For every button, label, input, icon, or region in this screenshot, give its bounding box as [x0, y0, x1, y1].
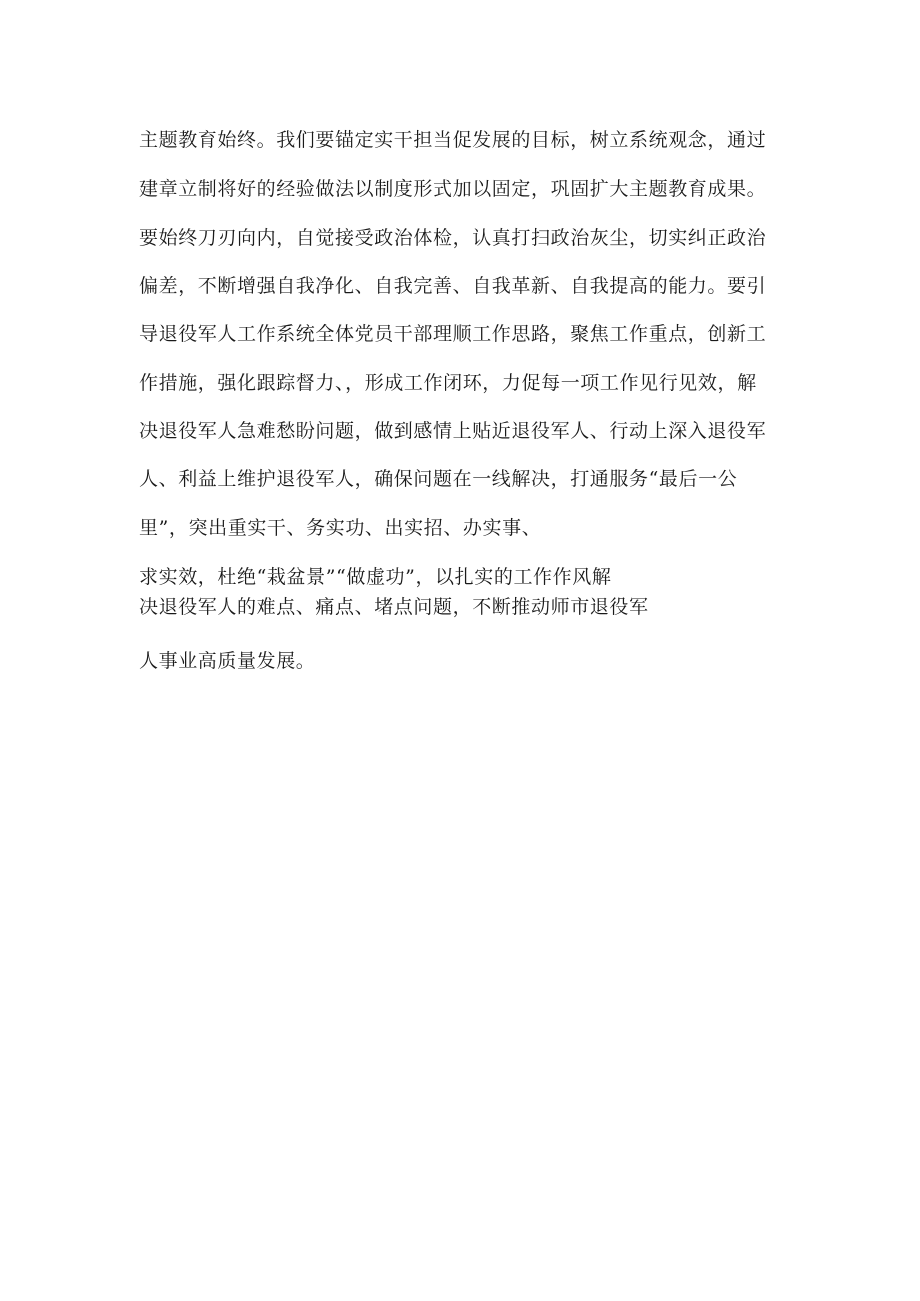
paragraph-line: 里”，突出重实干、务实功、出实招、办实事、 [139, 517, 542, 539]
paragraph-line: 建章立制将好的经验做法以制度形式加以固定，巩固扩大主题教育成果。 [139, 178, 767, 200]
paragraph-line: 主题教育始终。我们要锚定实干担当促发展的目标，树立系统观念，通过 [139, 129, 767, 151]
paragraph-line: 决退役军人的难点、痛点、堵点问题，不断推动师市退役军 [139, 596, 649, 618]
paragraph-line: 偏差，不断增强自我净化、自我完善、自我革新、自我提高的能力。要引 [139, 275, 767, 297]
paragraph-line: 决退役军人急难愁盼问题，做到感情上贴近退役军人、行动上深入退役军 [139, 420, 767, 442]
paragraph-line: 求实效，杜绝“栽盆景”“做虚功”，以扎实的工作作风解 [139, 566, 612, 588]
paragraph-line: 要始终刀刃向内，自觉接受政治体检，认真打扫政治灰尘，切实纠正政治 [139, 227, 767, 249]
paragraph-line: 导退役军人工作系统全体党员干部理顺工作思路，聚焦工作重点，创新工 [139, 323, 767, 345]
paragraph-line: 人、利益上维护退役军人，确保问题在一线解决，打通服务“最后一公 [139, 468, 738, 490]
paragraph-line: 作措施，强化跟踪督力、，形成工作闭环，力促每一项工作见行见效，解 [139, 372, 757, 394]
paragraph-line: 人事业高质量发展。 [139, 650, 316, 672]
